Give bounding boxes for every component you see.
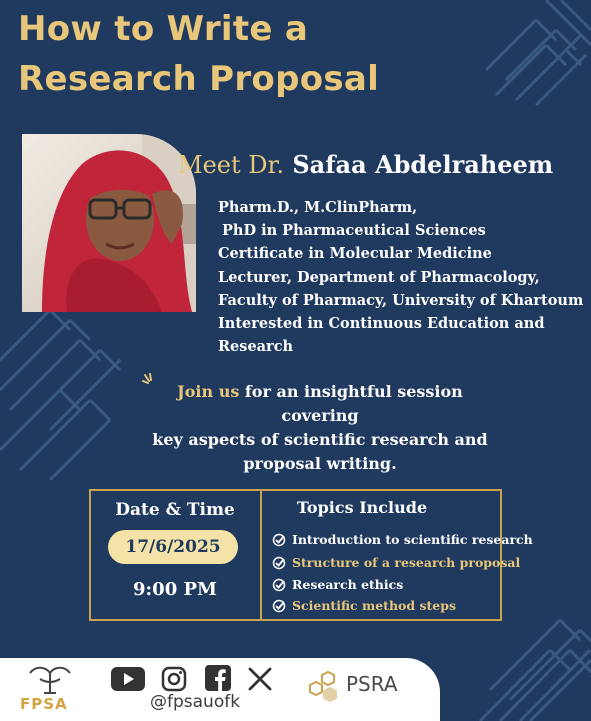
speaker-credentials bbox=[218, 196, 584, 358]
maze-pattern-top-right bbox=[486, 0, 591, 110]
credential-line: Lecturer, Department of Pharmacology, bbox=[218, 268, 540, 286]
facebook-icon[interactable] bbox=[205, 665, 231, 695]
psra-logo-icon bbox=[304, 668, 344, 704]
join-us-highlight: Join us bbox=[177, 382, 240, 401]
check-circle-icon bbox=[272, 533, 286, 547]
credential-line: PhD in Pharmaceutical Sciences bbox=[222, 222, 486, 240]
topic-label: Introduction to scientific research bbox=[292, 532, 533, 547]
topic-item bbox=[272, 532, 533, 547]
check-circle-icon bbox=[272, 578, 286, 592]
credential-line: Faculty of Pharmacy, University of Khartoum bbox=[218, 291, 584, 309]
speaker-heading bbox=[178, 150, 553, 179]
invite-line-2: key aspects of scientific research and bbox=[152, 430, 488, 449]
topic-label: Research ethics bbox=[292, 577, 404, 592]
topic-item bbox=[272, 577, 403, 592]
meet-prefix: Meet Dr. bbox=[178, 151, 284, 179]
psra-logo-text: PSRA bbox=[346, 672, 398, 696]
maze-pattern-left bbox=[0, 300, 130, 480]
topics-heading: Topics Include bbox=[296, 498, 428, 517]
speaker-name: Safaa Abdelraheem bbox=[292, 150, 554, 179]
title-line-2: Research Proposal bbox=[18, 59, 380, 99]
credential-line: Pharm.D., M.ClinPharm, bbox=[218, 199, 418, 216]
youtube-icon[interactable] bbox=[111, 667, 145, 695]
topic-item bbox=[272, 555, 520, 570]
topic-item bbox=[272, 598, 456, 613]
credential-line: Interested in Continuous Education and bbox=[218, 315, 545, 333]
credential-line: Certificate in Molecular Medicine bbox=[218, 245, 492, 263]
topic-label: Structure of a research proposal bbox=[292, 555, 521, 570]
page-title bbox=[18, 4, 379, 104]
invite-line-3: proposal writing. bbox=[243, 454, 397, 473]
check-circle-icon bbox=[272, 599, 286, 613]
invitation-text bbox=[140, 380, 500, 476]
fpsa-logo-icon bbox=[24, 663, 76, 695]
topic-label: Scientific method steps bbox=[292, 598, 457, 613]
event-date: 17/6/2025 bbox=[108, 530, 238, 564]
speaker-photo bbox=[22, 134, 196, 312]
x-icon[interactable] bbox=[248, 667, 272, 695]
fpsa-logo-text: FPSA bbox=[20, 695, 68, 713]
social-handle: @fpsauofk bbox=[150, 692, 241, 712]
invite-line-1: for an insightful session covering bbox=[244, 382, 463, 425]
event-time: 9:00 PM bbox=[133, 579, 217, 600]
title-line-1: How to Write a bbox=[18, 9, 309, 49]
date-time-heading: Date & Time bbox=[115, 500, 235, 520]
credential-line: Research bbox=[218, 338, 294, 356]
check-circle-icon bbox=[272, 556, 286, 570]
